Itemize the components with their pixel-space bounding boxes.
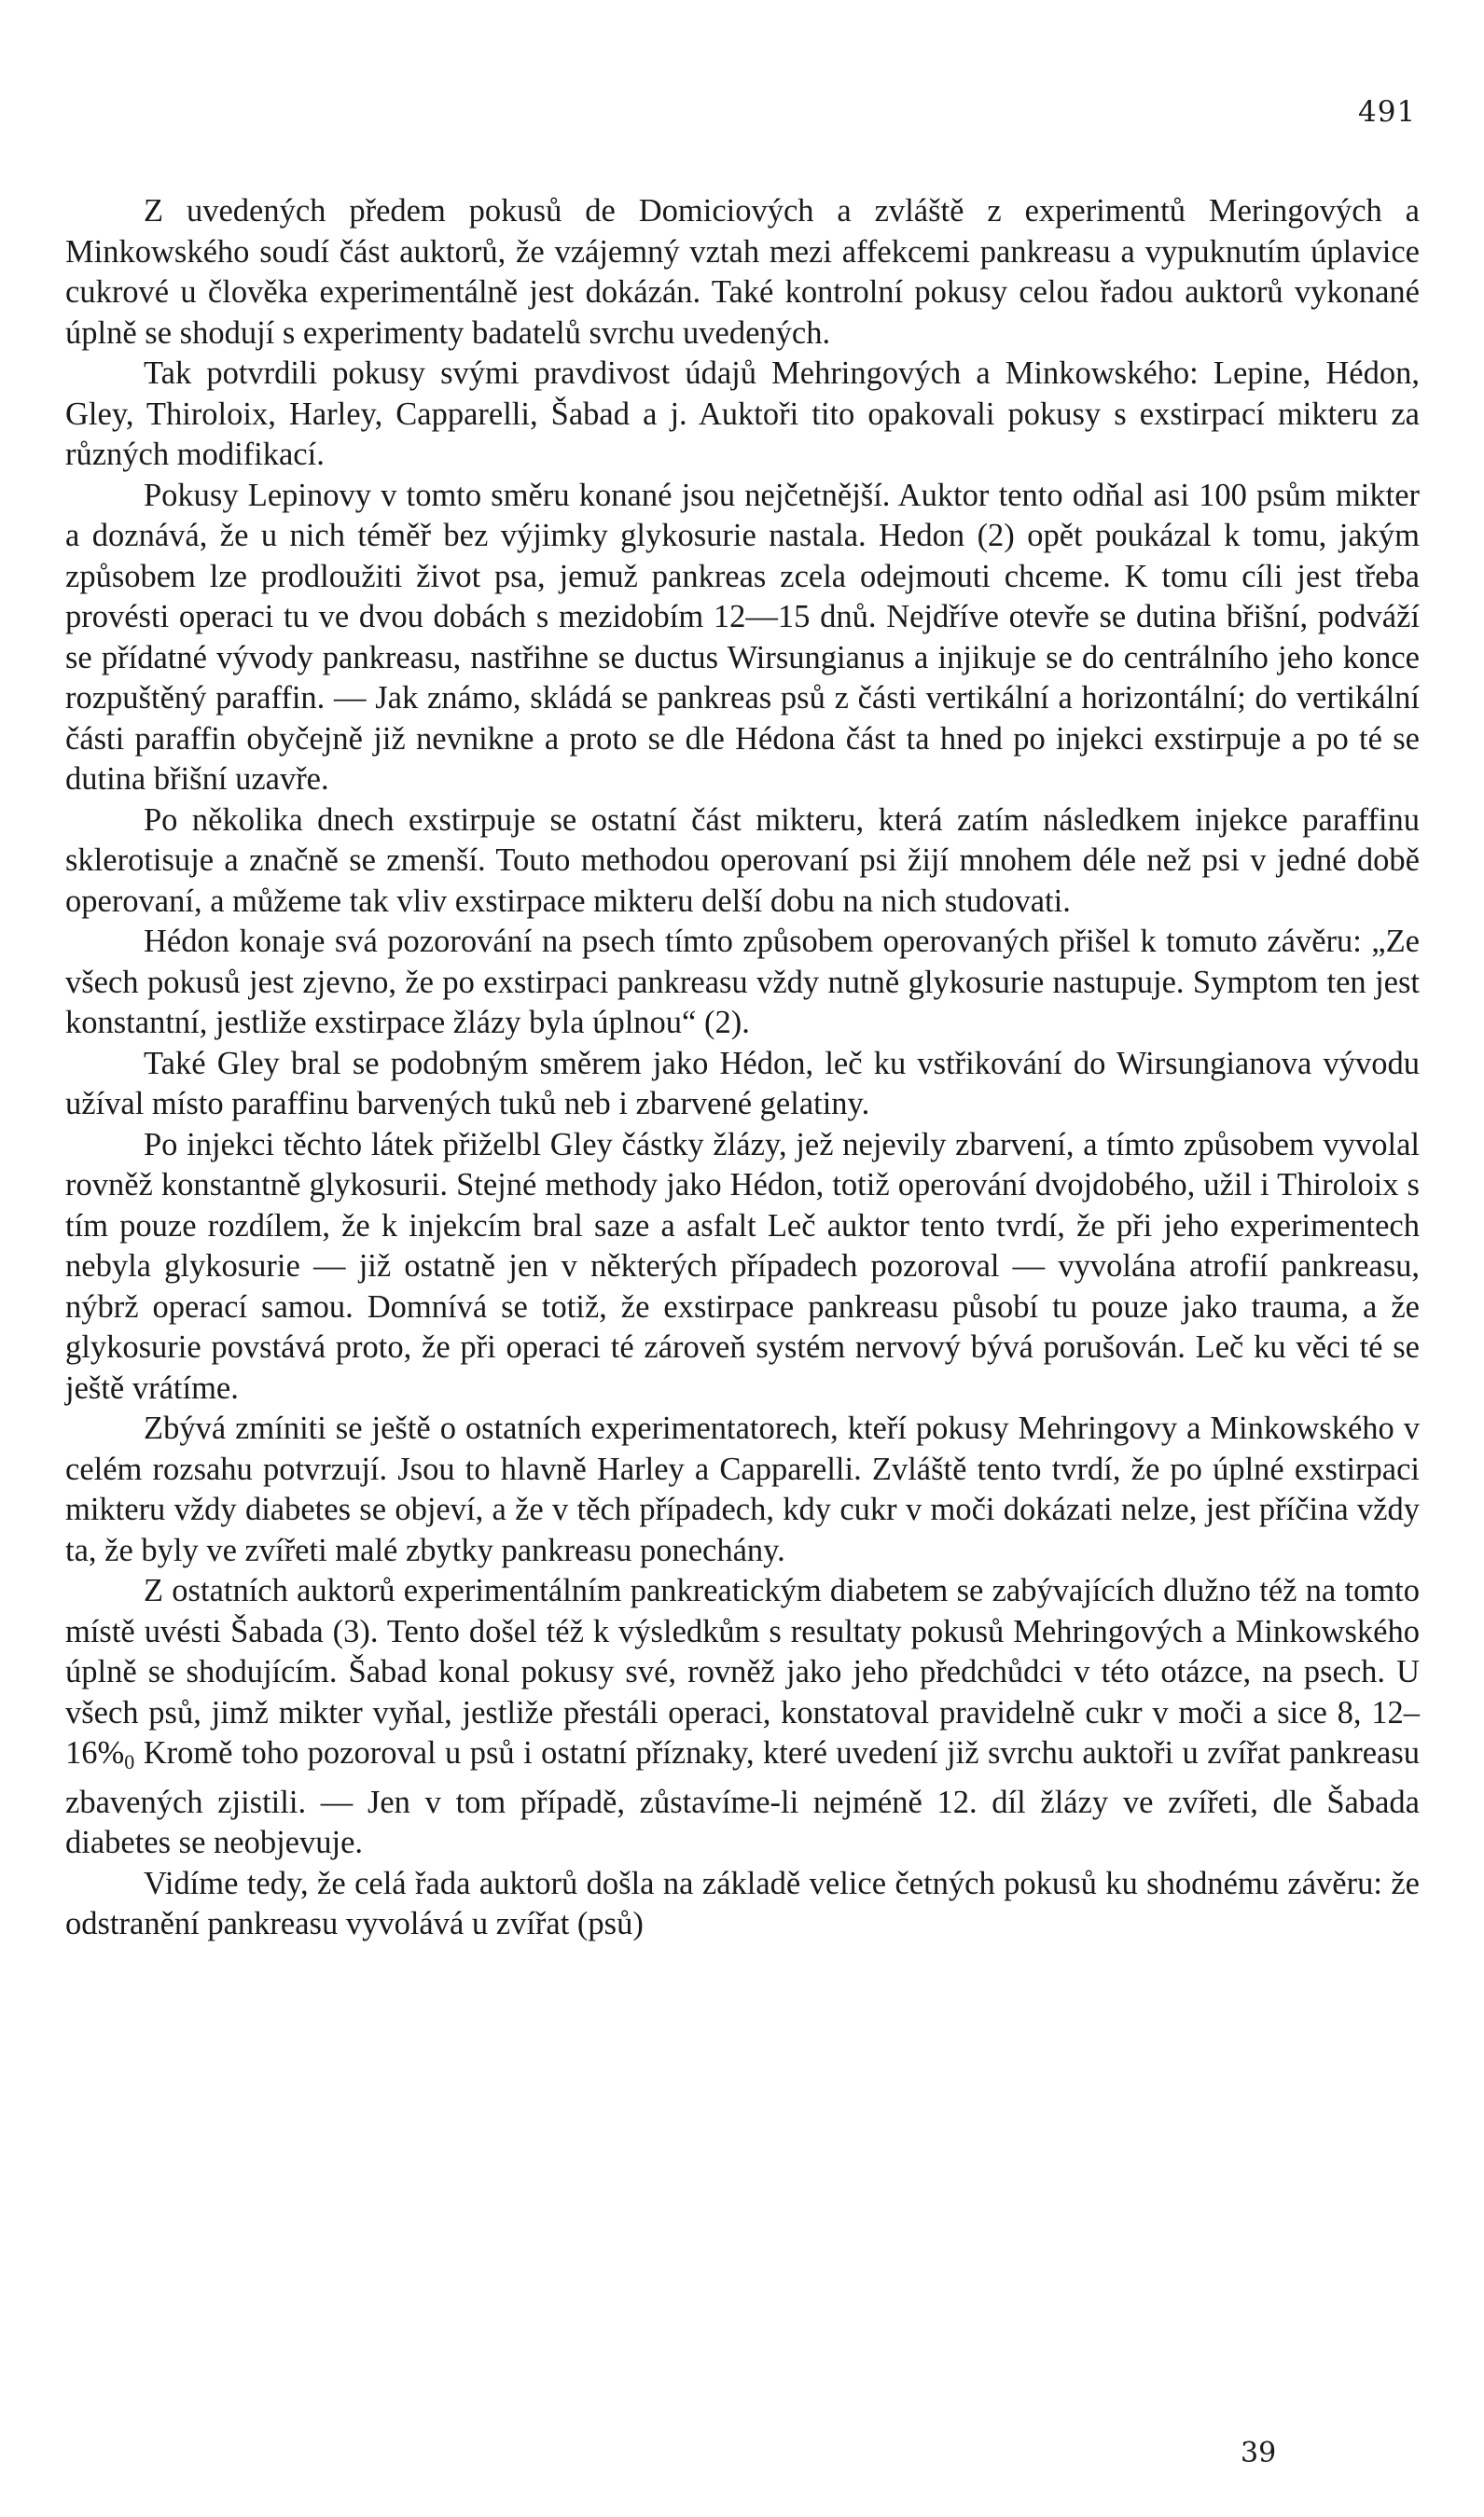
paragraph-9-continuation: Kromě toho pozoroval u psů i ostatní příznaky, které uvedení již svrchu auktoři u zvířat pankreasu zbavených zjistili. — Jen v tom případě, zůstavíme-li nejméně 12. díl žlázy ve zvířeti, dle Šabada diabetes se neobjevuje. bbox=[65, 1735, 1421, 1860]
percent-subscript: 0 bbox=[124, 1750, 135, 1773]
paragraph-9-text: Z ostatních auktorů experimentálním pankreatickým diabetem se zabývajících dlužno též na tomto místě uvésti Šabada (3). Tento došel též k výsledkům s resultaty pokusů Mehringových a Minkowského úplně se shodujícím. Šabad konal pokusy své, rovněž jako jeho předchůdci v této otázce, na psech. U všech psů, jimž mikter vyňal, jestliže přestáli operaci, konstatoval pravidelně cukr v moči a sice 8, 12–16 bbox=[65, 1573, 1420, 1771]
paragraph-2: Tak potvrdili pokusy svými pravdivost údajů Mehringových a Minkowského: Lepine, Hédon, Gley, Thiroloix, Harley, Capparelli, Šabad a j. Auktoři tito opakovali pokusy s exstirpací mikteru za různých modifikací. bbox=[65, 355, 1420, 472]
printer-signature: 39 bbox=[1241, 2437, 1277, 2469]
paragraph-8: Zbývá zmíniti se ještě o ostatních experimentatorech, kteří pokusy Mehringovy a Minkowského v celém rozsahu potvrzují. Jsou to hlavně Harley a Capparelli. Zvláště tento tvrdí, že po úplné exstirpaci mikteru vždy diabetes se objeví, a že v těch případech, kdy cukr v moči dokázati nelze, jest příčina vždy ta, že byly ve zvířeti malé zbytky pankreasu ponechány. bbox=[65, 1411, 1420, 1568]
page-number: 491 bbox=[1358, 95, 1417, 129]
paragraph-9 bbox=[65, 1571, 1420, 1864]
percent-sign: % bbox=[97, 1735, 125, 1771]
paragraph-3: Pokusy Lepinovy v tomto směru konané jsou nejčetnější. Auktor tento odňal asi 100 psům mikter a doznává, že u nich téměř bez výjimky glykosurie nastala. Hedon (2) opět poukázal k tomu, jakým způsobem lze prodloužiti život psa, jemuž pankreas zcela odejmouti chceme. K tomu cíli jest třeba provésti operaci tu ve dvou dobách s mezidobím 12—15 dnů. Nejdříve otevře se dutina břišní, podváží se přídatné vývody pankreasu, nastřihne se ductus Wirsungianus a injikuje se do centrálního jeho konce rozpuštěný paraffin. — Jak známo, skládá se pankreas psů z části vertikální a horizontální; do vertikální části paraffin obyčejně již nevnikne a proto se dle Hédona část ta hned po injekci exstirpuje a po té se dutina břišní uzavře. bbox=[65, 477, 1420, 797]
body-text bbox=[65, 191, 1420, 1945]
paragraph-7: Po injekci těchto látek přiželbl Gley částky žlázy, jež nejevily zbarvení, a tímto způsobem vyvolal rovněž konstantně glykosurii. Stejné methody jako Hédon, totiž operování dvojdobého, užil i Thiroloix s tím pouze rozdílem, že k injekcím bral saze a asfalt Leč auktor tento tvrdí, že při jeho experimentech nebyla glykosurie — již ostatně jen v některých případech pozoroval — vyvolána atrofií pankreasu, nýbrž operací samou. Domnívá se totiž, že exstirpace pankreasu působí tu pouze jako trauma, a že glykosurie povstává proto, že při operaci té zároveň systém nervový bývá porušován. Leč ku věci té se ještě vrátíme. bbox=[65, 1126, 1420, 1406]
paragraph-4: Po několika dnech exstirpuje se ostatní část mikteru, která zatím následkem injekce paraffinu sklerotisuje a značně se zmenší. Touto methodou operovaní psi žijí mnohem déle než psi v jedné době operovaní, a můžeme tak vliv exstirpace mikteru delší dobu na nich studovati. bbox=[65, 801, 1420, 919]
paragraph-5: Hédon konaje svá pozorování na psech tímto způsobem operovaných přišel k tomuto závěru: „Ze všech pokusů jest zjevno, že po exstirpaci pankreasu vždy nutně glykosurie nastupuje. Symptom ten jest konstantní, jestliže exstirpace žlázy byla úplnou“ (2). bbox=[65, 924, 1420, 1040]
paragraph-6: Také Gley bral se podobným směrem jako Hédon, leč ku vstřikování do Wirsungianova vývodu užíval místo paraffinu barvených tuků neb i zbarvené gelatiny. bbox=[65, 1045, 1420, 1121]
paragraph-10: Vidíme tedy, že celá řada auktorů došla na základě velice četných pokusů ku shodnému závěru: že odstranění pankreasu vyvolává u zvířat (psů) bbox=[65, 1865, 1420, 1941]
paragraph-1: Z uvedených předem pokusů de Domiciových a zvláště z experimentů Meringových a Minkowského soudí část auktorů, že vzájemný vztah mezi affekcemi pankreasu a vypuknutím úplavice cukrové u člověka experimentálně jest dokázán. Také kontrolní pokusy celou řadou auktorů vykonané úplně se shodují s experimenty badatelů svrchu uvedených. bbox=[65, 193, 1420, 351]
